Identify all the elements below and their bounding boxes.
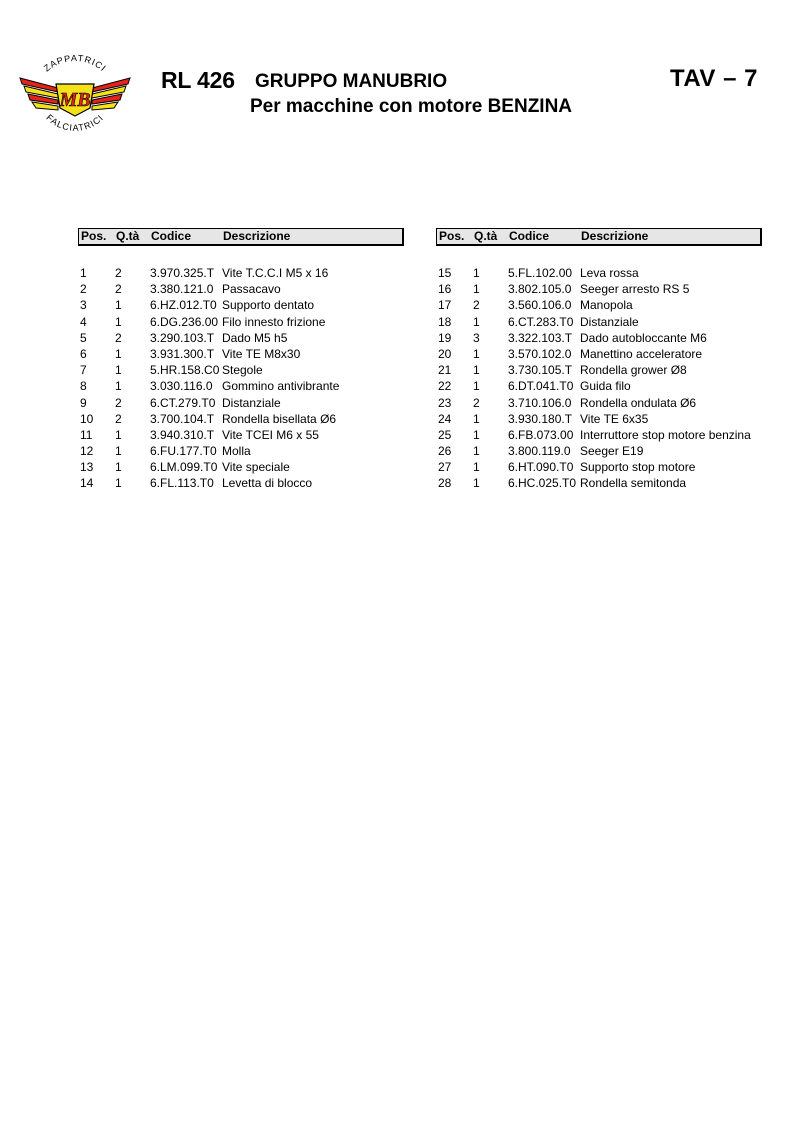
cell-desc: Vite speciale — [222, 460, 290, 475]
cell-code: 6.DG.236.00 — [150, 314, 219, 329]
cell-pos: 3 — [80, 298, 87, 313]
cell-code: 3.560.106.0 — [508, 298, 572, 313]
cell-qty: 2 — [115, 266, 122, 280]
table-row — [78, 346, 404, 362]
col-desc-header: Descrizione — [581, 229, 649, 243]
cell-desc: Supporto stop motore — [580, 460, 696, 475]
cell-desc: Molla — [222, 444, 251, 459]
cell-code: 6.HC.025.T0 — [508, 476, 577, 491]
cell-qty: 2 — [115, 411, 122, 426]
table-row — [436, 427, 762, 443]
cell-pos: 25 — [438, 427, 452, 442]
table-row — [436, 411, 762, 427]
table-row — [436, 443, 762, 459]
table-row — [436, 378, 762, 394]
cell-code: 3.802.105.0 — [508, 282, 572, 297]
cell-qty: 1 — [115, 460, 122, 475]
cell-desc: Vite TE M8x30 — [222, 346, 301, 361]
table-header — [436, 228, 762, 246]
cell-code: 3.710.106.0 — [508, 395, 572, 410]
cell-code: 5.FL.102.00 — [508, 266, 573, 280]
cell-desc: Manopola — [580, 298, 633, 313]
cell-desc: Interruttore stop motore benzina — [580, 427, 751, 442]
cell-qty: 3 — [473, 330, 480, 345]
cell-qty: 1 — [115, 298, 122, 313]
cell-desc: Dado M5 h5 — [222, 330, 288, 345]
parts-table-right — [436, 228, 762, 492]
table-row — [78, 443, 404, 459]
cell-desc: Stegole — [222, 363, 263, 378]
table-row — [436, 330, 762, 346]
cell-pos: 5 — [80, 330, 87, 345]
table-row — [78, 281, 404, 297]
cell-code: 6.LM.099.T0 — [150, 460, 218, 475]
col-pos-header: Pos. — [439, 229, 465, 243]
cell-qty: 1 — [115, 476, 122, 491]
cell-qty: 1 — [473, 476, 480, 491]
cell-qty: 1 — [473, 346, 480, 361]
cell-pos: 19 — [438, 330, 452, 345]
cell-pos: 2 — [80, 282, 87, 297]
cell-pos: 6 — [80, 346, 87, 361]
cell-desc: Rondella bisellata Ø6 — [222, 411, 337, 426]
cell-qty: 1 — [473, 427, 480, 442]
cell-code: 3.570.102.0 — [508, 346, 572, 361]
cell-code: 3.940.310.T — [150, 427, 215, 442]
cell-code: 6.FB.073.00 — [508, 427, 574, 442]
cell-qty: 2 — [115, 282, 122, 297]
cell-qty: 1 — [115, 314, 122, 329]
right-wing-icon — [92, 78, 130, 110]
table-row — [436, 265, 762, 281]
cell-desc: Gommino antivibrante — [222, 379, 340, 394]
cell-pos: 9 — [80, 395, 87, 410]
cell-pos: 7 — [80, 363, 87, 378]
col-code-header: Codice — [151, 229, 192, 243]
table-row — [436, 314, 762, 330]
cell-desc: Seeger arresto RS 5 — [580, 282, 690, 297]
col-pos-header: Pos. — [81, 229, 107, 243]
svg-text:ZAPPATRICI — [42, 53, 109, 73]
col-code-header: Codice — [509, 229, 550, 243]
table-row — [436, 362, 762, 378]
cell-qty: 2 — [115, 395, 122, 410]
logo-mb-text: MB — [59, 89, 91, 111]
cell-code: 6.CT.283.T0 — [508, 314, 574, 329]
cell-code: 5.HR.158.C0 — [150, 363, 220, 378]
cell-qty: 2 — [473, 298, 480, 313]
table-row — [78, 378, 404, 394]
logo-top-text: ZAPPATRICI — [41, 53, 109, 74]
col-qty-header: Q.tà — [116, 229, 140, 243]
cell-desc: Distanziale — [222, 395, 281, 410]
table-body — [78, 265, 404, 492]
table-row — [78, 265, 404, 281]
table-row — [436, 346, 762, 362]
cell-code: 3.800.119.0 — [508, 444, 571, 459]
cell-desc: Distanziale — [580, 314, 639, 329]
table-header — [78, 228, 404, 246]
table-row — [78, 330, 404, 346]
table-row — [78, 314, 404, 330]
cell-pos: 4 — [80, 314, 87, 329]
cell-pos: 17 — [438, 298, 452, 313]
cell-code: 6.CT.279.T0 — [150, 395, 216, 410]
table-row — [78, 362, 404, 378]
table-reference: TAV – 7 — [670, 65, 758, 92]
cell-code: 3.931.300.T — [150, 346, 215, 361]
cell-qty: 1 — [473, 363, 480, 378]
cell-code: 3.030.116.0 — [150, 379, 213, 394]
cell-desc: Leva rossa — [580, 266, 639, 280]
cell-desc: Seeger E19 — [580, 444, 644, 459]
cell-desc: Rondella ondulata Ø6 — [580, 395, 697, 410]
cell-pos: 20 — [438, 346, 452, 361]
cell-desc: Supporto dentato — [222, 298, 315, 313]
cell-pos: 13 — [80, 460, 94, 475]
cell-code: 6.DT.041.T0 — [508, 379, 574, 394]
table-row — [78, 411, 404, 427]
col-qty-header: Q.tà — [474, 229, 498, 243]
logo-bottom-text: FALCIATRICI — [44, 112, 106, 133]
mb-logo — [14, 48, 136, 144]
left-wing-icon — [20, 78, 58, 110]
cell-qty: 1 — [473, 460, 480, 475]
cell-qty: 1 — [473, 266, 480, 280]
cell-pos: 16 — [438, 282, 452, 297]
cell-code: 6.FU.177.T0 — [150, 444, 217, 459]
cell-pos: 11 — [80, 427, 93, 442]
cell-desc: Dado autobloccante M6 — [580, 330, 707, 345]
parts-table-left — [78, 228, 404, 492]
cell-code: 6.HZ.012.T0 — [150, 298, 217, 313]
cell-pos: 12 — [80, 444, 94, 459]
cell-qty: 1 — [473, 444, 480, 459]
cell-desc: Levetta di blocco — [222, 476, 313, 491]
cell-qty: 2 — [473, 395, 480, 410]
cell-code: 3.970.325.T — [150, 266, 215, 280]
table-row — [436, 475, 762, 491]
table-row — [436, 459, 762, 475]
cell-desc: Vite TCEI M6 x 55 — [222, 427, 319, 442]
cell-pos: 21 — [438, 363, 452, 378]
cell-desc: Filo innesto frizione — [222, 314, 326, 329]
cell-qty: 1 — [473, 379, 480, 394]
cell-pos: 28 — [438, 476, 452, 491]
cell-pos: 8 — [80, 379, 87, 394]
cell-code: 3.730.105.T — [508, 363, 573, 378]
cell-pos: 23 — [438, 395, 452, 410]
cell-code: 6.HT.090.T0 — [508, 460, 574, 475]
table-row — [436, 395, 762, 411]
table-row — [436, 281, 762, 297]
cell-pos: 1 — [80, 266, 87, 280]
cell-desc: Manettino acceleratore — [580, 346, 703, 361]
cell-pos: 14 — [80, 476, 94, 491]
cell-code: 6.FL.113.T0 — [150, 476, 214, 491]
cell-qty: 1 — [115, 363, 122, 378]
table-row — [78, 395, 404, 411]
cell-pos: 15 — [438, 266, 452, 280]
cell-qty: 1 — [115, 427, 122, 442]
table-row — [78, 475, 404, 491]
table-row — [436, 297, 762, 313]
table-body — [436, 265, 762, 492]
cell-qty: 1 — [115, 444, 122, 459]
col-desc-header: Descrizione — [223, 229, 291, 243]
cell-desc: Guida filo — [580, 379, 631, 394]
cell-code: 3.930.180.T — [508, 411, 573, 426]
page-subtitle: Per macchine con motore BENZINA — [250, 96, 573, 117]
cell-pos: 10 — [80, 411, 94, 426]
cell-desc: Vite TE 6x35 — [580, 411, 649, 426]
cell-code: 3.380.121.0 — [150, 282, 214, 297]
table-row — [78, 459, 404, 475]
cell-desc: Passacavo — [222, 282, 281, 297]
cell-desc: Vite T.C.C.I M5 x 16 — [222, 266, 329, 280]
table-row — [78, 427, 404, 443]
group-name: GRUPPO MANUBRIO — [255, 71, 448, 92]
cell-pos: 22 — [438, 379, 452, 394]
table-row — [78, 297, 404, 313]
cell-qty: 1 — [115, 346, 122, 361]
cell-code: 3.700.104.T — [150, 411, 215, 426]
cell-pos: 26 — [438, 444, 452, 459]
cell-pos: 27 — [438, 460, 452, 475]
cell-qty: 1 — [473, 314, 480, 329]
cell-code: 3.290.103.T — [150, 330, 215, 345]
cell-code: 3.322.103.T — [508, 330, 573, 345]
cell-qty: 1 — [115, 379, 122, 394]
cell-desc: Rondella semitonda — [580, 476, 687, 491]
cell-qty: 1 — [473, 411, 480, 426]
model-code: RL 426 — [161, 67, 235, 93]
cell-desc: Rondella grower Ø8 — [580, 363, 687, 378]
cell-pos: 18 — [438, 314, 452, 329]
cell-qty: 1 — [473, 282, 480, 297]
cell-qty: 2 — [115, 330, 122, 345]
cell-pos: 24 — [438, 411, 452, 426]
